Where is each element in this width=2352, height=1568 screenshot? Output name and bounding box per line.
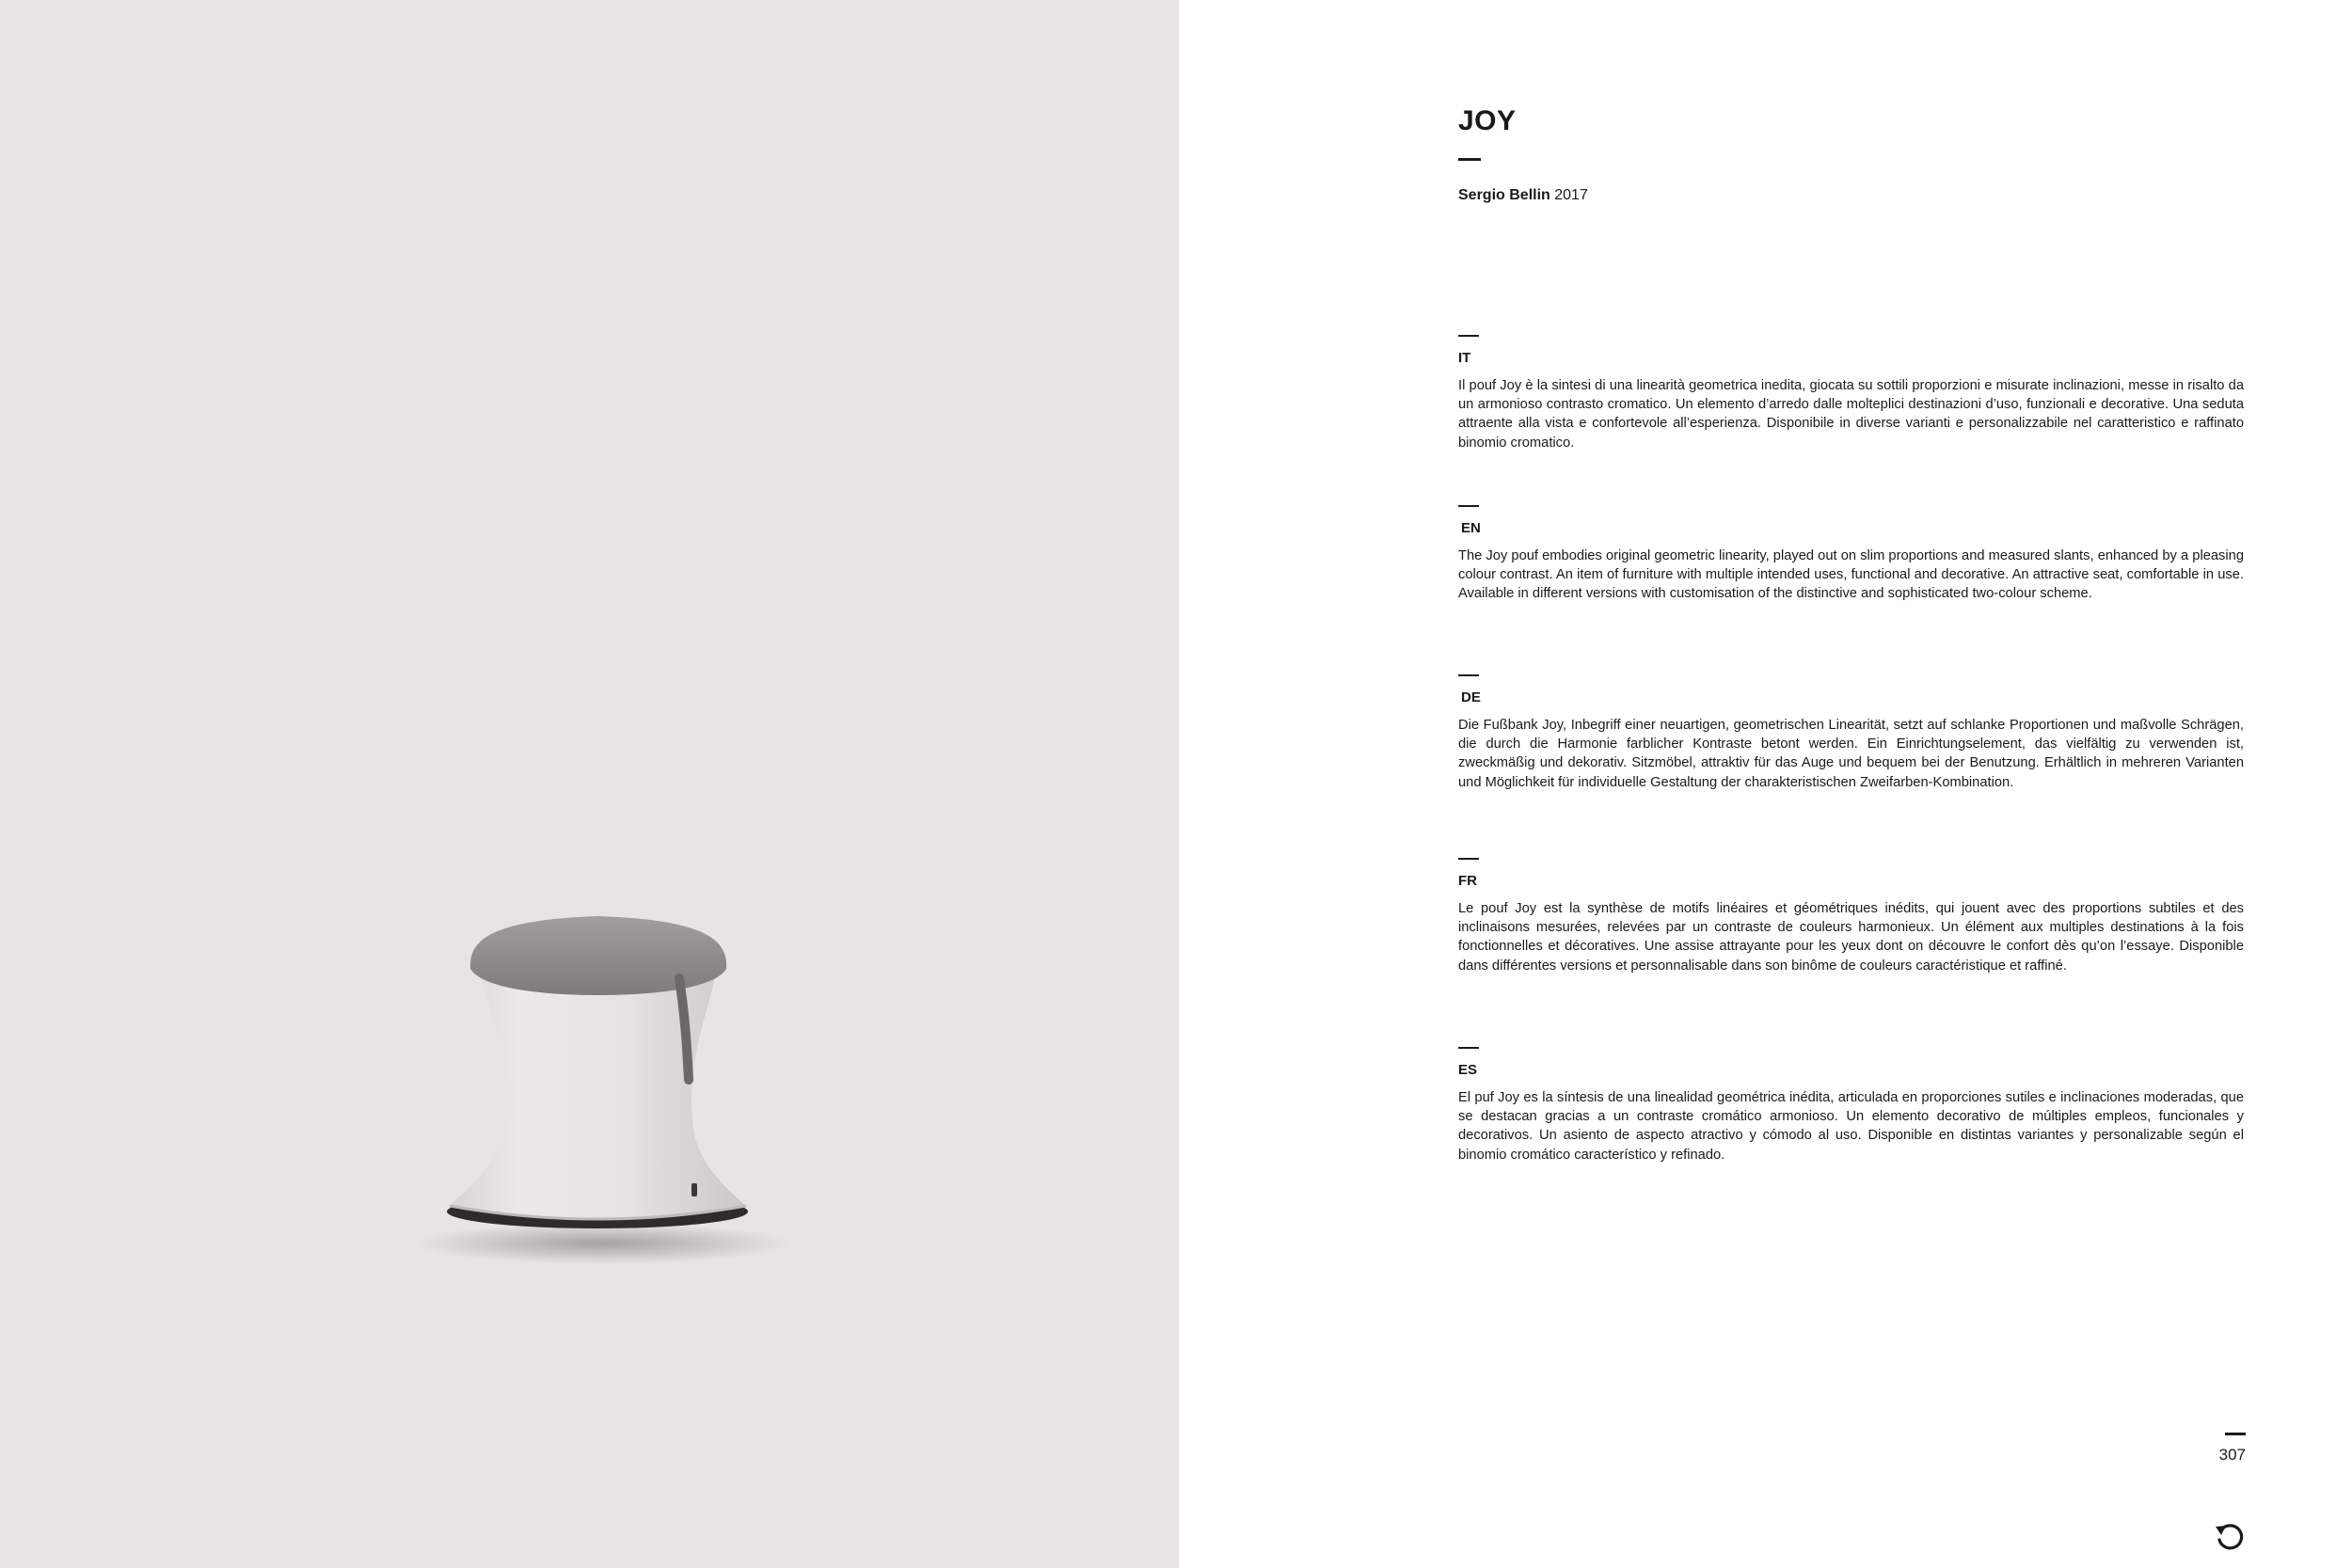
- section-divider: [1458, 858, 1479, 860]
- description-text: Le pouf Joy est la synthèse de motifs linéaires et géométriques inédits, qui jouent avec des proportions subtiles et des inclinaisons mesurées, relevées par un contraste de couleurs harmonieux. Un élément aux multiples destinations à la fois fonctionnelles et décoratives. Une assise attrayante pour les yeux dont on découvre le confort dès qu’on l’essaye. Disponible dans différentes versions et personnalisable dans son binôme de couleurs caractéristique et raffiné.: [1458, 901, 2244, 974]
- title-divider: [1458, 158, 1481, 161]
- design-year: 2017: [1554, 187, 1588, 203]
- section-divider: [1458, 505, 1479, 507]
- language-code: FR: [1458, 873, 1477, 889]
- section-divider: [1458, 1047, 1479, 1049]
- page-number: 307: [2218, 1446, 2246, 1464]
- section-divider: [1458, 335, 1479, 337]
- description-text: Die Fußbank Joy, Inbegriff einer neuartigen, geometrischen Linearität, setzt auf schlanke Proportionen und maßvolle Schrägen, die durch die Harmonie farblicher Kontraste betont werden. Ein Einrichtungselement, das vielfältig zu verwenden ist, zweckmäßig und dekorativ. Sitzmöbel, attraktiv für das Auge und bequem bei der Benutzung. Erhältlich in mehreren Varianten und Möglichkeit für individuelle Gestaltung der charakteristischen Zweifarben-Kombination.: [1458, 718, 2244, 790]
- description-text: The Joy pouf embodies original geometric linearity, played out on slim proportions and measured slants, enhanced by a pleasing colour contrast. An item of furniture with multiple intended uses, functional and decorative. An attractive seat, comfortable in use. Available in different versions with customisation of the distinctive and sophisticated two-colour scheme.: [1458, 548, 2244, 602]
- language-code: DE: [1461, 689, 1481, 705]
- language-code: IT: [1458, 350, 1471, 366]
- rotate-back-icon: [2213, 1520, 2247, 1554]
- back-button[interactable]: [2211, 1518, 2249, 1556]
- section-divider: [1458, 674, 1479, 676]
- description-text: El puf Joy es la síntesis de una linealidad geométrica inédita, articulada en proporciones sutiles e inclinaciones moderadas, que se destacan gracias a un contraste cromático armonioso. Un elemento decorativo de múltiples empleos, funcionales y decorativos. Un asiento de aspecto atractivo y cómodo al uso. Disponible en distintas variantes y personalizable según el binomio cromático característico y refinado.: [1458, 1090, 2244, 1163]
- description-text: Il pouf Joy è la sintesi di una linearità geometrica inedita, giocata su sottili proporzioni e misurate inclinazioni, messe in risalto da un armonioso contrasto cromatico. Un elemento d’arredo dalle molteplici destinazioni d’uso, funzionali e decorative. Una seduta attraente alla vista e confortevole all’esperienza. Disponibile in diverse varianti e personalizzabile nel caratteristico e raffinato binomio cromatico.: [1458, 378, 2244, 451]
- page-number-divider: [2225, 1433, 2246, 1435]
- designer-credit: [1458, 186, 1588, 205]
- product-title: JOY: [1458, 105, 1517, 136]
- designer-name: Sergio Bellin: [1458, 187, 1550, 203]
- language-code: EN: [1461, 520, 1481, 536]
- language-code: ES: [1458, 1062, 1478, 1078]
